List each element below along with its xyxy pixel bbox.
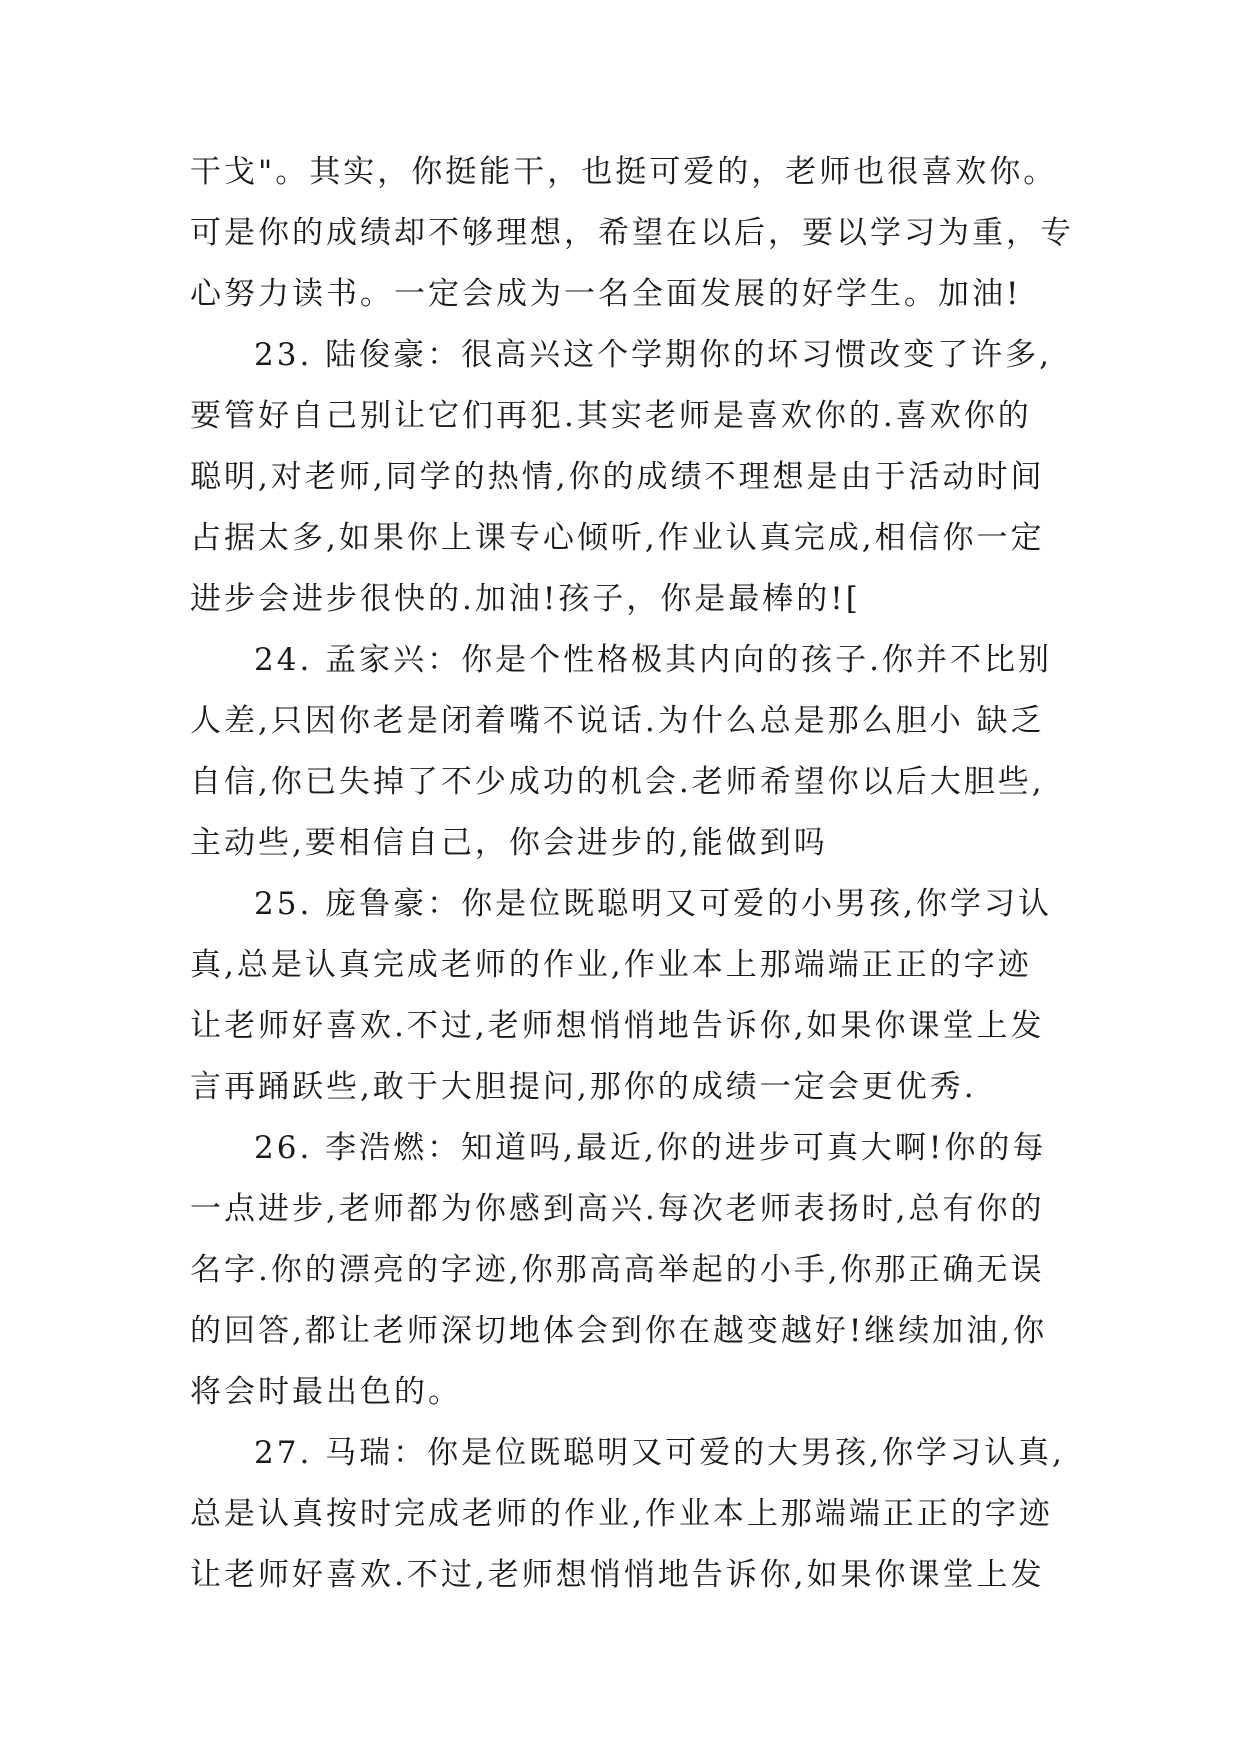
text-line: 一点进步,老师都为你感到高兴.每次老师表扬时,总有你的	[190, 1191, 1045, 1227]
text-line: 进步会进步很快的.加油!孩子，你是最棒的![	[190, 581, 861, 617]
document-page	[190, 154, 1074, 1619]
text-line: 名字.你的漂亮的字迹,你那高高举起的小手,你那正确无误	[190, 1252, 1045, 1288]
text-line: 人差,只因你老是闭着嘴不说话.为什么总是那么胆小 缺乏	[190, 703, 1045, 739]
text-line: 言再踊跃些,敢于大胆提问,那你的成绩一定会更优秀.	[190, 1069, 977, 1105]
text-line: 主动些,要相信自己，你会进步的,能做到吗	[190, 825, 828, 861]
text-line: 聪明,对老师,同学的热情,你的成绩不理想是由于活动时间	[190, 459, 1045, 495]
text-line: 让老师好喜欢.不过,老师想悄悄地告诉你,如果你课堂上发	[190, 1008, 1045, 1044]
text-line: 让老师好喜欢.不过,老师想悄悄地告诉你,如果你课堂上发	[190, 1557, 1045, 1593]
comment-27-first-line: 27. 马瑞：你是位既聪明又可爱的大男孩,你学习认真,	[254, 1435, 1065, 1471]
text-line: 可是你的成绩却不够理想，希望在以后，要以学习为重，专	[190, 215, 1074, 251]
text-line: 要管好自己别让它们再犯.其实老师是喜欢你的.喜欢你的	[190, 398, 1032, 434]
text-line: 自信,你已失掉了不少成功的机会.老师希望你以后大胆些,	[190, 764, 1045, 800]
comment-23-first-line: 23. 陆俊豪：很高兴这个学期你的坏习惯改变了许多,	[254, 337, 1053, 373]
comment-25-first-line: 25. 庞鲁豪：你是位既聪明又可爱的小男孩,你学习认	[254, 886, 1053, 922]
text-line: 的回答,都让老师深切地体会到你在越变越好!继续加油,你	[190, 1313, 1048, 1349]
text-line: 将会时最出色的。	[190, 1374, 462, 1410]
text-line: 真,总是认真完成老师的作业,作业本上那端端正正的字迹	[190, 947, 1032, 983]
text-line: 总是认真按时完成老师的作业,作业本上那端端正正的字迹	[190, 1496, 1053, 1532]
text-line: 干戈"。其实，你挺能干，也挺可爱的，老师也很喜欢你。	[190, 154, 1058, 190]
comment-24-first-line: 24. 孟家兴：你是个性格极其内向的孩子.你并不比别	[254, 642, 1053, 678]
text-line: 心努力读书。一定会成为一名全面发展的好学生。加油!	[190, 276, 1022, 312]
comment-26-first-line: 26. 李浩燃：知道吗,最近,你的进步可真大啊!你的每	[254, 1130, 1047, 1166]
text-line: 占据太多,如果你上课专心倾听,作业认真完成,相信你一定	[190, 520, 1045, 556]
